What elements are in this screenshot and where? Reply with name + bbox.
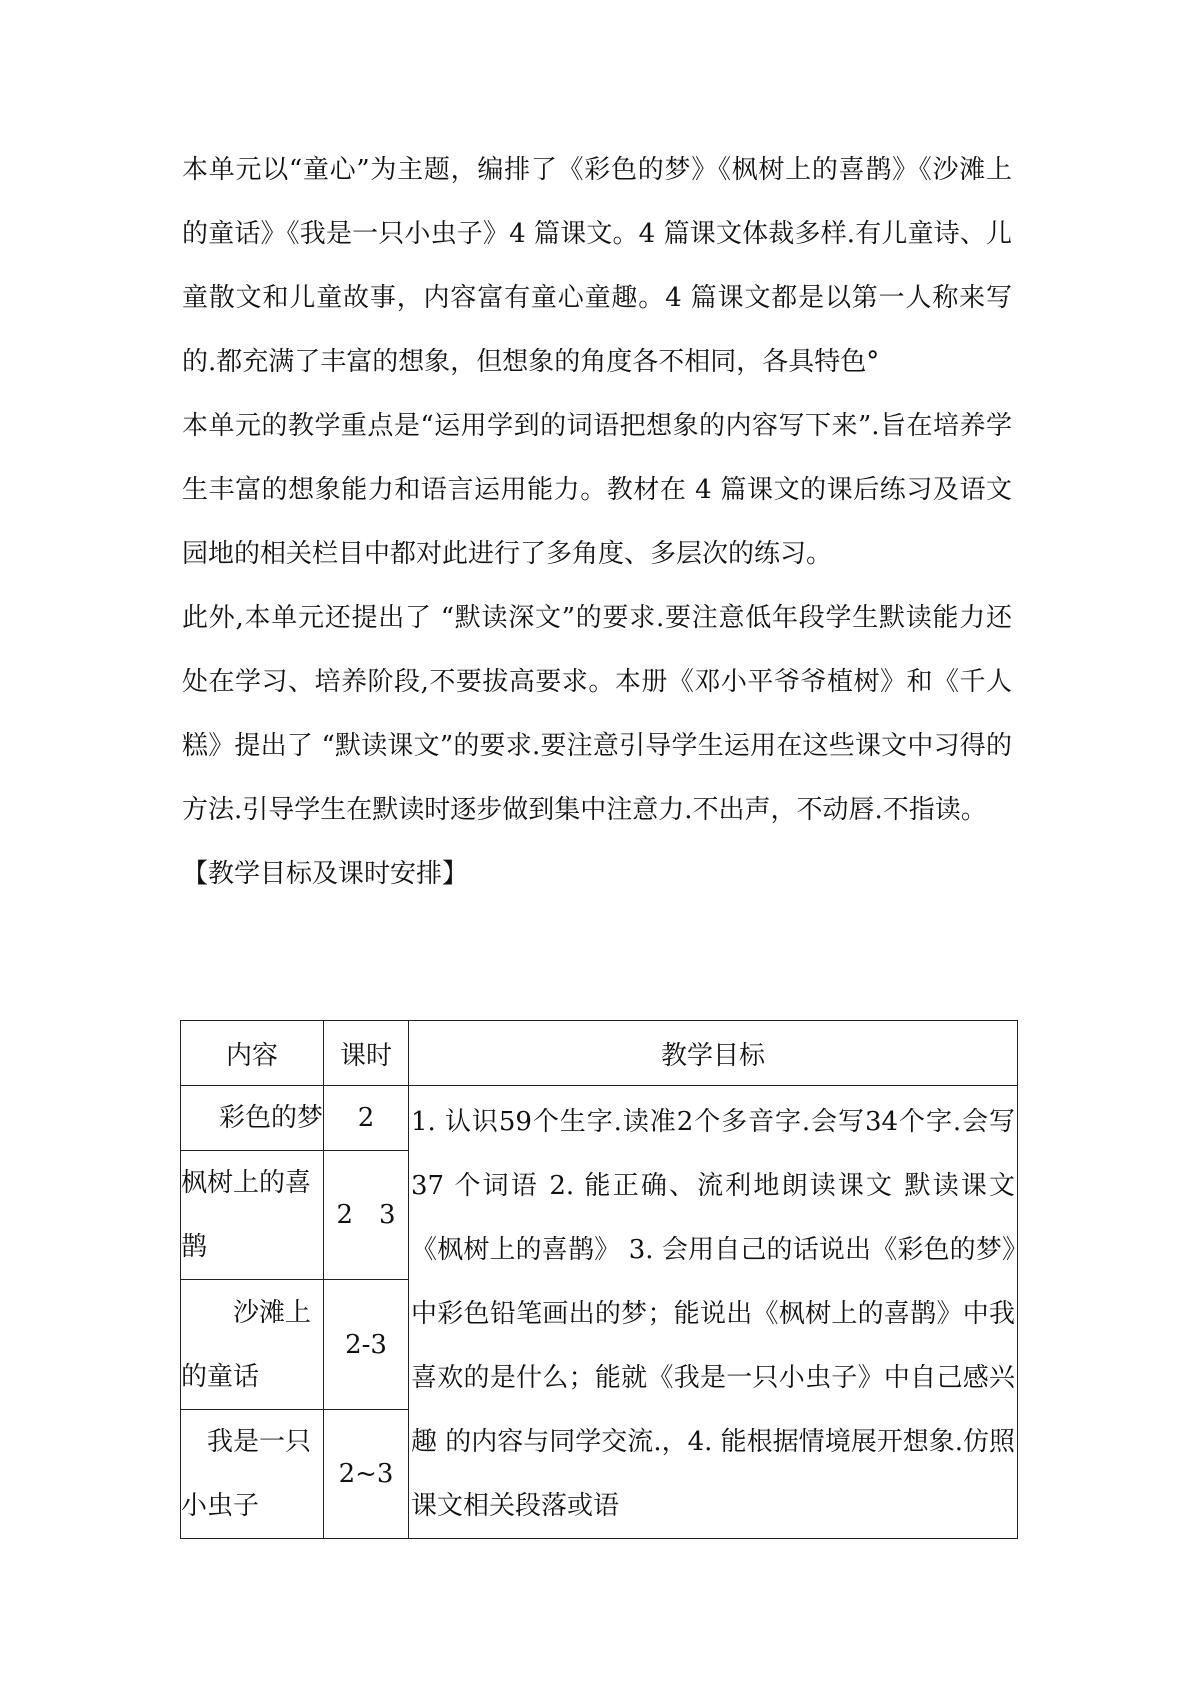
section-heading: 【教学目标及课时安排】	[182, 859, 469, 889]
paragraph-unit-theme: 本单元以“童心”为主题，编排了《彩色的梦》《枫树上的喜鹊》《沙滩上的童话》《我是一只小虫子》4 篇课文。4 篇课文体裁多样.有儿童诗、儿童散文和儿童故事，内容富有童心童趣。4 篇课文都是以第一人称来写的.都充满了丰富的想象，但想象的角度各不相同，各具特色°	[182, 155, 1012, 377]
paragraph-silent-reading: 此外,本单元还提出了 “默读深文”的要求.要注意低年段学生默读能力还处在学习、培养阶段,不要拔高要求。本册《邓小平爷爷植树》和《千人糕》提出了 “默读课文”的要求.要注意引导学生运用在这些课文中习得的方法.引导学生在默读时逐步做到集中注意力.不出声，不动唇.不指读。	[182, 603, 1012, 825]
lesson-name-text: 沙滩上的童话	[181, 1297, 312, 1392]
lesson-name	[181, 1280, 324, 1409]
document-body	[182, 138, 1012, 906]
goals-schedule-table	[180, 1020, 1018, 1539]
table-row	[181, 1086, 1018, 1151]
lesson-name	[181, 1409, 324, 1538]
lesson-name: 彩色的梦	[181, 1086, 324, 1151]
header-content: 内容	[181, 1021, 324, 1086]
lesson-hours: 2~3	[324, 1409, 409, 1538]
lesson-name-text: 枫树上的喜鹊	[181, 1168, 312, 1263]
lesson-hours: 2 3	[324, 1151, 409, 1280]
header-goals: 教学目标	[409, 1021, 1018, 1086]
lesson-name	[181, 1151, 324, 1280]
teaching-goals-text: 1. 认识59个生字.读准2个多音字.会写34个字.会写 37 个词语 2. 能正确、流利地朗读课文 默读课文《枫树上的喜鹊》 3. 会用自己的话说出《彩色的梦》中彩色铅笔画出的梦；能说出《枫树上的喜鹊》中我喜欢的是什么；能就《我是一只小虫子》中自己感兴趣 的内容与同学交流.，4. 能根据情境展开想象.仿照课文相关段落或语	[409, 1086, 1018, 1539]
header-hours: 课时	[324, 1021, 409, 1086]
table-header-row	[181, 1021, 1018, 1086]
paragraph-teaching-focus: 本单元的教学重点是“运用学到的词语把想象的内容写下来”.旨在培养学生丰富的想象能力和语言运用能力。教材在 4 篇课文的课后练习及语文园地的相关栏目中都对此进行了多角度、多层次的练习。	[182, 411, 1012, 569]
lesson-hours: 2	[324, 1086, 409, 1151]
lesson-hours: 2-3	[324, 1280, 409, 1409]
lesson-name-text: 我是一只小虫子	[181, 1426, 312, 1521]
